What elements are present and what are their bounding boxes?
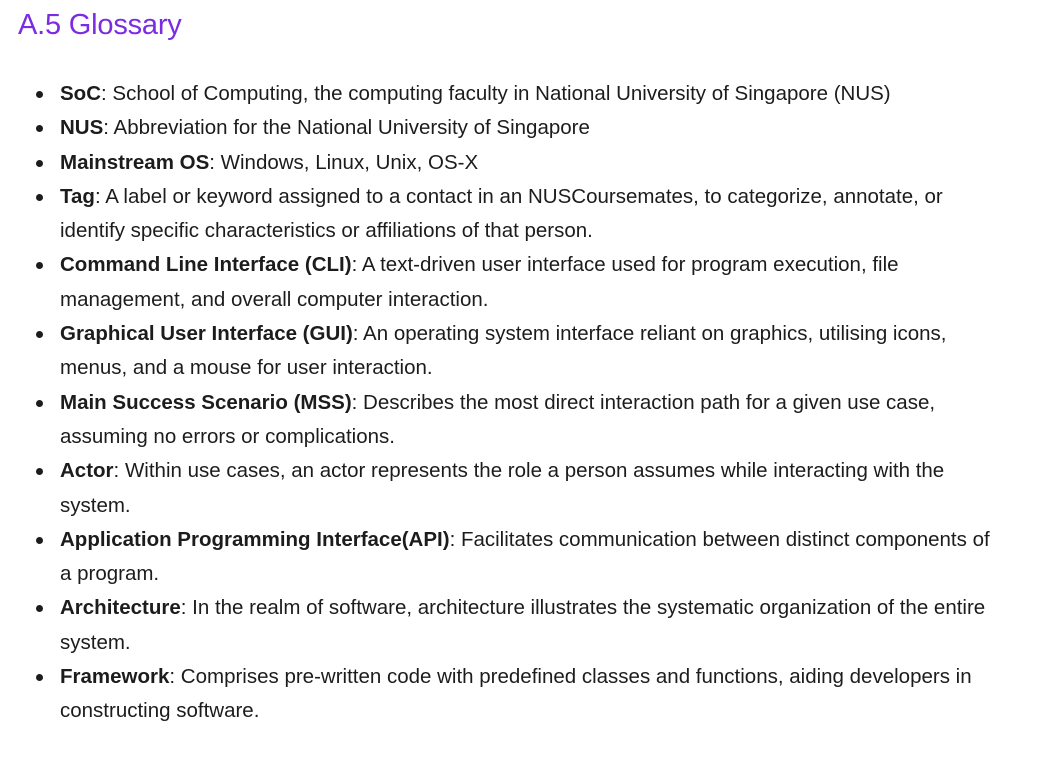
glossary-definition: : In the realm of software, architecture illustrates the systematic organization of the entire system. — [60, 596, 986, 654]
glossary-definition: : Facilitates communication between distinct components of a program. — [60, 527, 990, 586]
glossary-item-mainstream-os — [60, 146, 1019, 180]
glossary-term: Architecture — [60, 596, 181, 620]
glossary-term: Framework — [60, 665, 170, 689]
bullet-icon — [36, 537, 43, 544]
bullet-icon — [36, 262, 43, 269]
glossary-definition: : School of Computing, the computing faculty in National University of Singapore (NUS) — [101, 82, 891, 105]
glossary-definition: : Abbreviation for the National University of Singapore — [103, 116, 590, 140]
glossary-definition: : Describes the most direct interaction path for a given use case, assuming no errors or complications. — [60, 390, 936, 448]
glossary-definition: : An operating system interface reliant on graphics, utilising icons, menus, and a mouse for user interaction. — [60, 322, 947, 380]
glossary-term: Command Line Interface (CLI) — [60, 253, 352, 277]
glossary-item-cli — [60, 248, 1019, 317]
glossary-term: Main Success Scenario (MSS) — [60, 390, 352, 414]
glossary-list — [18, 77, 1019, 729]
bullet-icon — [36, 605, 43, 612]
glossary-item-soc — [60, 77, 1019, 111]
bullet-icon — [36, 194, 43, 201]
bullet-icon — [36, 674, 43, 681]
glossary-definition: : Comprises pre-written code with predefined classes and functions, aiding developers in constructing software. — [60, 665, 972, 723]
glossary-definition: : Within use cases, an actor represents the role a person assumes while interacting with the system. — [60, 459, 945, 517]
glossary-term: Actor — [60, 459, 114, 483]
glossary-term: Application Programming Interface(API) — [60, 527, 450, 551]
section-title: A.5 Glossary — [18, 9, 182, 41]
glossary-item-tag — [60, 180, 1019, 249]
bullet-icon — [36, 125, 43, 132]
glossary-term: SoC — [60, 82, 101, 105]
bullet-icon — [36, 331, 43, 338]
glossary-term: Graphical User Interface (GUI) — [60, 322, 353, 346]
glossary-item-gui — [60, 317, 1019, 386]
glossary-item-framework — [60, 660, 1019, 729]
glossary-definition: : A label or keyword assigned to a contact in an NUSCoursemates, to categorize, annotate, or identify specific characteristics or affiliations of that person. — [60, 184, 943, 243]
glossary-item-mss — [60, 386, 1019, 455]
glossary-term: NUS — [60, 116, 104, 140]
glossary-definition: : A text-driven user interface used for program execution, file management, and overall computer interaction. — [60, 253, 899, 311]
bullet-icon — [36, 468, 43, 475]
glossary-item-api — [60, 523, 1019, 592]
glossary-term: Mainstream OS — [60, 150, 210, 174]
bullet-icon — [36, 160, 43, 167]
bullet-icon — [36, 400, 43, 407]
glossary-item-architecture — [60, 591, 1019, 660]
bullet-icon — [36, 91, 43, 98]
glossary-item-nus — [60, 111, 1019, 145]
glossary-item-actor — [60, 454, 1019, 523]
glossary-definition: : Windows, Linux, Unix, OS-X — [209, 150, 479, 174]
glossary-term: Tag — [60, 184, 95, 208]
